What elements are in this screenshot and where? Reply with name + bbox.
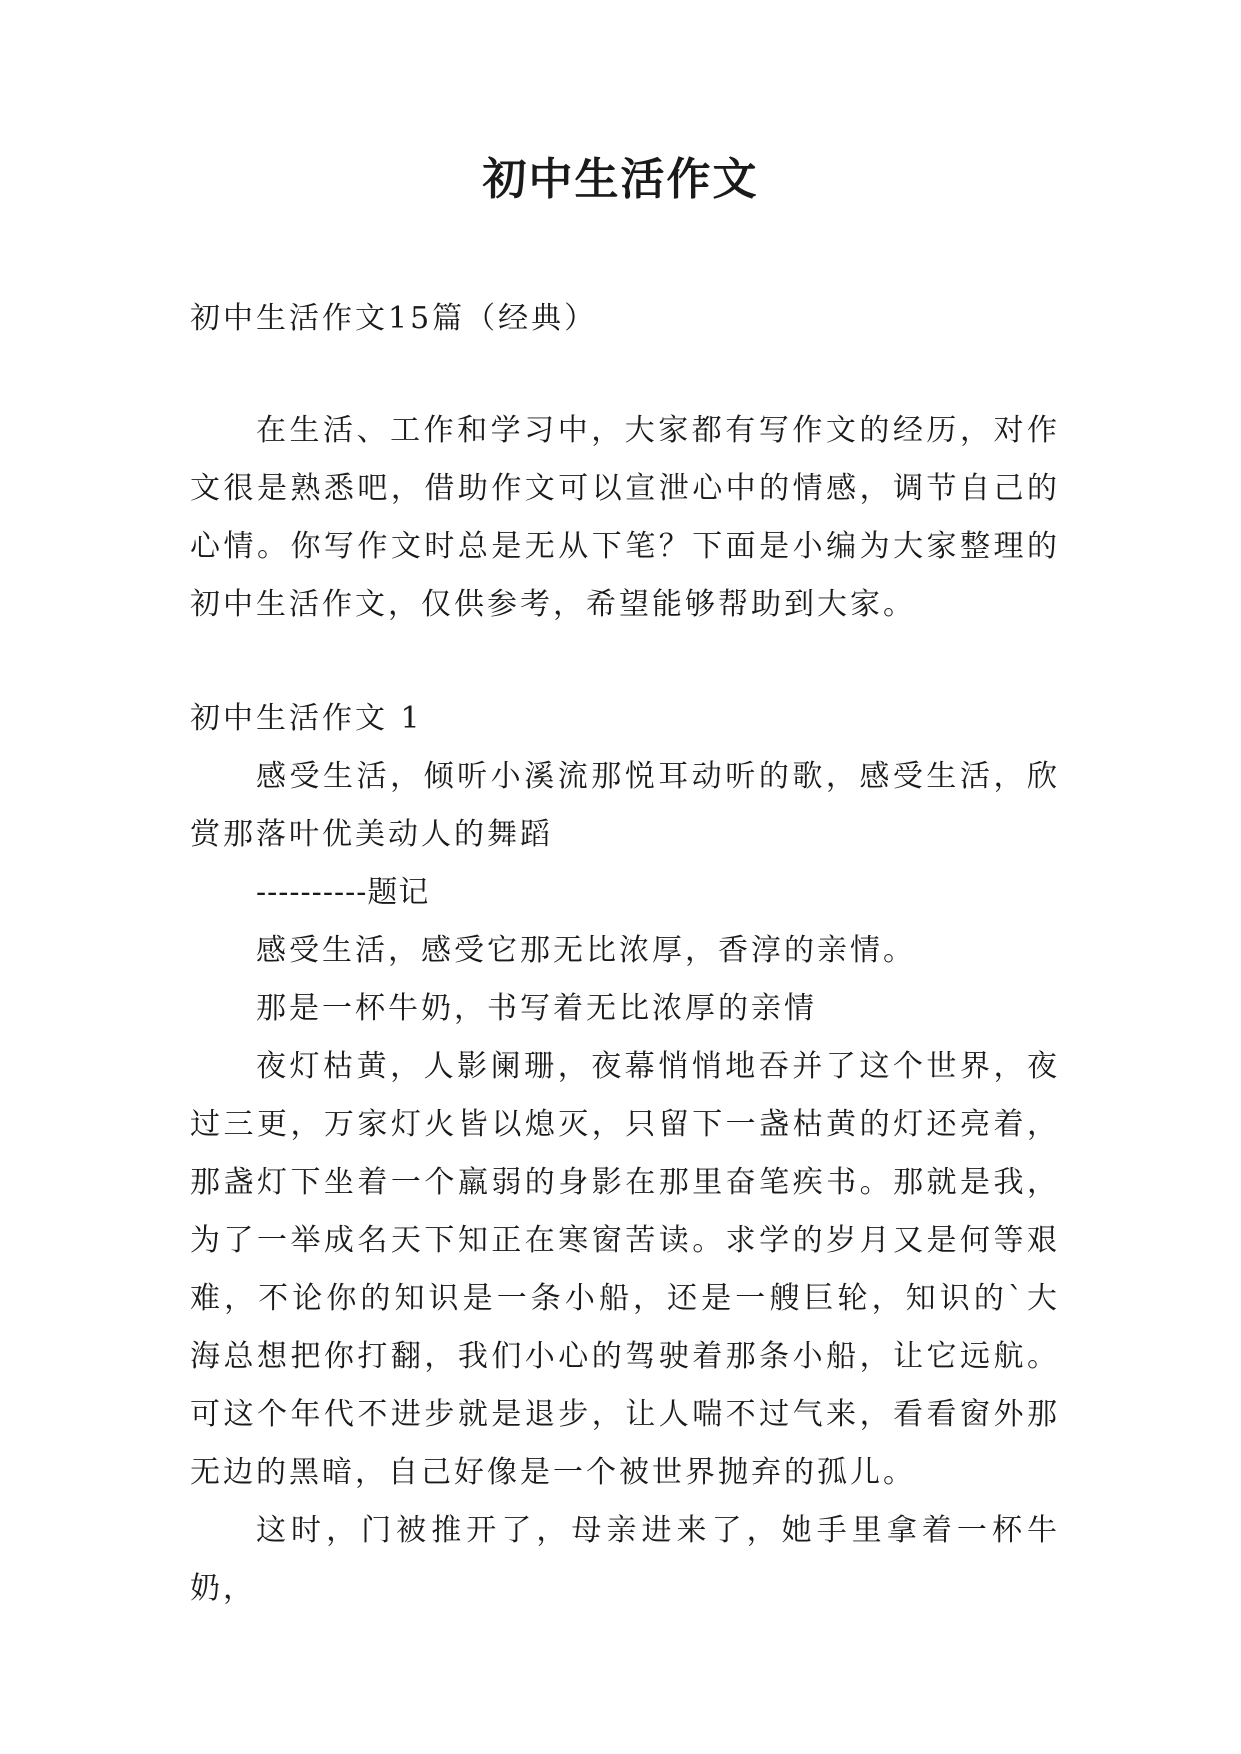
body-paragraph: 这时，门被推开了，母亲进来了，她手里拿着一杯牛奶， (190, 1513, 1060, 1606)
body-paragraph: 那是一杯牛奶，书写着无比浓厚的亲情 (256, 991, 817, 1026)
section-heading: 初中生活作文 1 (190, 701, 423, 736)
document-title: 初中生活作文 (482, 154, 759, 205)
body-paragraph: 感受生活，感受它那无比浓厚，香淳的亲情。 (256, 933, 916, 968)
body-paragraph: 夜灯枯黄，人影阑珊，夜幕悄悄地吞并了这个世界，夜过三更，万家灯火皆以熄灭，只留下一盏枯黄的灯还亮着，那盏灯下坐着一个羸弱的身影在那里奋笔疾书。那就是我，为了一举成名天下知正在寒窗苦读。求学的岁月又是何等艰难，不论你的知识是一条小船，还是一艘巨轮，知识的`大海总想把你打翻，我们小心的驾驶着那条小船，让它远航。可这个年代不进步就是退步，让人喘不过气来，看看窗外那无边的黑暗，自己好像是一个被世界抛弃的孤儿。 (190, 1049, 1060, 1490)
body-paragraph: 感受生活，倾听小溪流那悦耳动听的歌，感受生活，欣赏那落叶优美动人的舞蹈 (190, 759, 1060, 852)
document-body (190, 290, 1060, 1618)
document-subtitle: 初中生活作文15篇（经典） (190, 301, 598, 336)
epigraph-note: ----------题记 (256, 875, 430, 910)
intro-paragraph: 在生活、工作和学习中，大家都有写作文的经历，对作文很是熟悉吧，借助作文可以宣泄心中的情感，调节自己的心情。你写作文时总是无从下笔？下面是小编为大家整理的初中生活作文，仅供参考，希望能够帮助到大家。 (190, 413, 1060, 622)
